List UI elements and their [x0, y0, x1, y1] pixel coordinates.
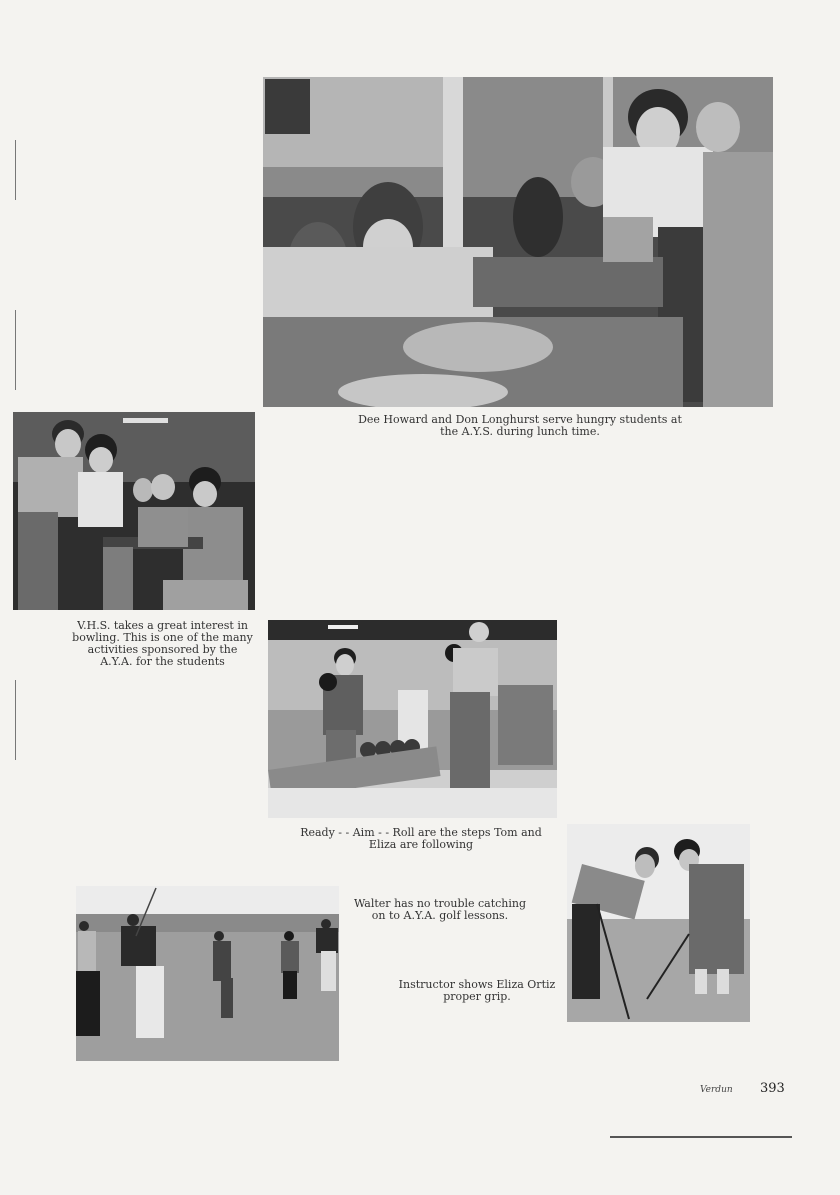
binding-mark [15, 680, 16, 760]
bottom-rule [610, 1136, 792, 1138]
binding-mark [15, 140, 16, 200]
bowling-group-caption: V.H.S. takes a great interest in bowling. This is one of the many activities sponsored by the A.Y.A. for the students [72, 619, 253, 668]
binding-mark [15, 310, 16, 390]
golf-walter-caption: Walter has no trouble catching on to A.Y.A. golf lessons. [353, 897, 527, 922]
cafeteria-caption: Dee Howard and Don Longhurst serve hungry students at the A.Y.S. during lunch time. [358, 413, 682, 438]
bowling-group-photo [13, 412, 255, 610]
publication-name: Verdun [700, 1085, 733, 1095]
golf-instructor-caption: Instructor shows Eliza Ortiz proper grip. [398, 978, 556, 1003]
bowling-alley-caption: Ready - - Aim - - Roll are the steps Tom and Eliza are following [300, 826, 542, 851]
page-number: 393 [760, 1081, 785, 1096]
golf-field-photo [76, 886, 339, 1061]
golf-instructor-photo [567, 824, 750, 1022]
bowling-alley-photo [268, 620, 557, 818]
cafeteria-photo [263, 77, 773, 407]
